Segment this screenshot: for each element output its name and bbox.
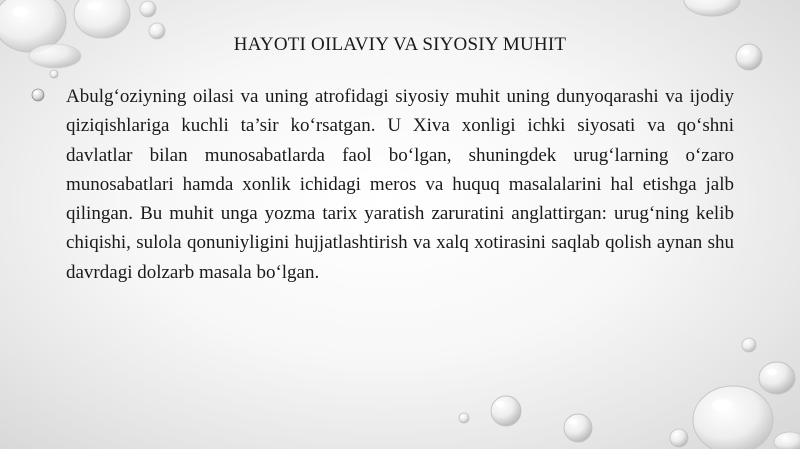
body-paragraph: Abulg‘oziyning oilasi va uning atrofidagi siyosiy muhit uning dunyoqarashi va ijodiy qiziqishlariga kuchli ta’sir ko‘rsatgan. U Xiva xonligi ichki siyosati va qo‘shni davlatlar bilan munosabatlarda faol bo‘lgan, shuningdek urug‘larning o‘zaro munosabatlari hamda xonlik ichidagi meros va huquq masalalarini hal etishga jalb qilingan. Bu muhit unga yozma tarix yaratish zaruratini anglattirgan: urug‘ning kelib chiqishi, sulola qonuniyligini hujjatlashtirish va xalq xotirasini saqlab qolish aynan shu davrdagi dolzarb masala bo‘lgan.	[66, 86, 734, 283]
slide-title: HAYOTI OILAVIY VA SIYOSIY MUHIT	[233, 34, 567, 55]
water-drop-icon	[564, 414, 592, 442]
water-drop-icon	[742, 338, 756, 352]
water-drop-icon	[491, 396, 521, 426]
water-drop-icon	[31, 88, 45, 102]
water-drop-icon	[759, 362, 795, 394]
water-drop-icon	[670, 429, 688, 447]
water-drop-icon	[50, 70, 58, 78]
water-drop-icon	[774, 432, 800, 449]
water-drop-icon	[693, 386, 773, 449]
water-drop-icon	[140, 1, 156, 17]
water-drop-icon	[74, 0, 130, 38]
water-drop-icon	[459, 413, 469, 423]
water-drop-icon	[684, 0, 740, 16]
